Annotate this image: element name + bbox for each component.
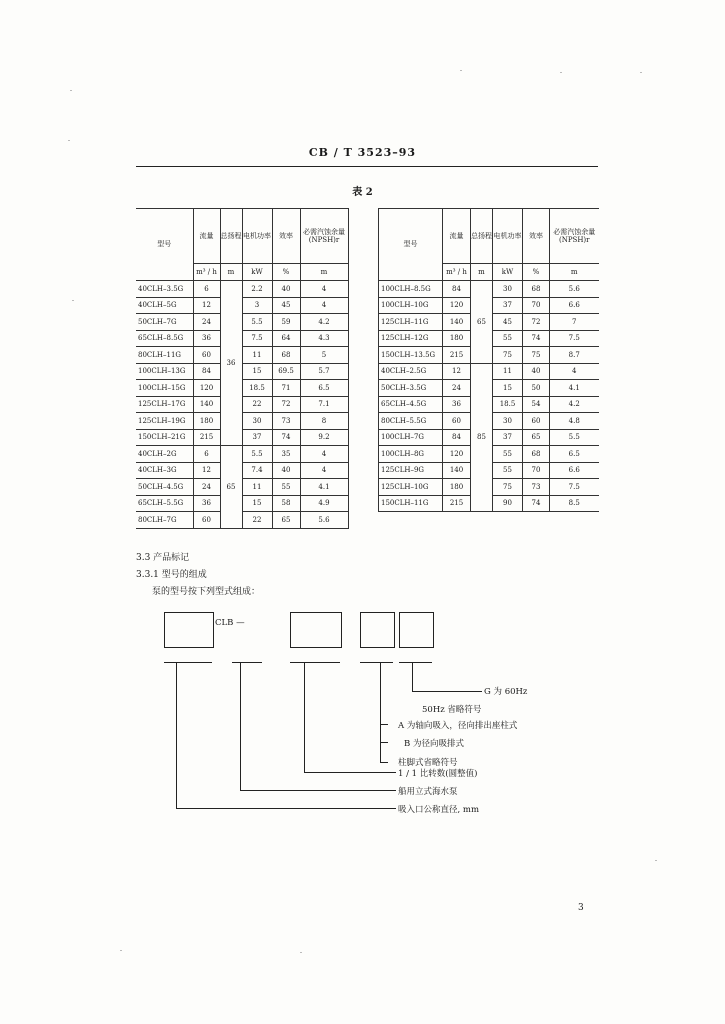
cell-head: 85 [471, 363, 493, 512]
unit-head: m [471, 264, 493, 281]
legend-frequency-60hz: G 为 60Hz [484, 687, 528, 697]
cell-efficiency: 40 [272, 281, 300, 298]
cell-power: 5.5 [242, 314, 272, 331]
unit-npsh: m [550, 264, 599, 281]
cell-npsh: 8 [300, 413, 348, 430]
cell-model: 40CLH–5G [136, 297, 193, 314]
cell-flow: 24 [193, 314, 220, 331]
legend-type-b: B 为径向吸排式 [404, 739, 464, 749]
cell-npsh: 7 [550, 314, 599, 331]
table-row [136, 297, 348, 314]
cell-power: 11 [242, 347, 272, 364]
unit-power: kW [242, 264, 272, 281]
cell-model: 50CLH–7G [136, 314, 193, 331]
cell-flow: 12 [443, 363, 471, 380]
table-row [136, 429, 348, 446]
cell-npsh: 5.6 [300, 512, 348, 529]
unit-npsh: m [300, 264, 348, 281]
cell-flow: 24 [443, 380, 471, 397]
cell-efficiency: 71 [272, 380, 300, 397]
cell-flow: 12 [193, 297, 220, 314]
cell-model: 125CLH–9G [379, 462, 443, 479]
cell-efficiency: 68 [272, 347, 300, 364]
leader-clb-h [240, 790, 396, 791]
cell-model: 125CLH–19G [136, 413, 193, 430]
cell-power: 30 [493, 413, 523, 430]
cell-power: 7.5 [242, 330, 272, 347]
cell-npsh: 4.9 [300, 495, 348, 512]
leader-frequency-h [412, 691, 482, 692]
table-body [136, 281, 348, 529]
cell-power: 7.4 [242, 462, 272, 479]
cell-efficiency: 72 [523, 314, 550, 331]
header-flow: 流量 [193, 209, 220, 264]
scan-speck [460, 70, 462, 71]
unit-flow: m³ / h [443, 264, 471, 281]
header-model: 型号 [379, 209, 443, 281]
cell-npsh: 4 [300, 462, 348, 479]
cell-model: 40CLH–3.5G [136, 281, 193, 298]
table-row [379, 363, 599, 380]
cell-npsh: 4 [300, 297, 348, 314]
clb-text: CLB [215, 618, 234, 628]
cell-efficiency: 45 [272, 297, 300, 314]
leader-type-v [380, 662, 381, 763]
cell-efficiency: 69.5 [272, 363, 300, 380]
cell-efficiency: 54 [523, 396, 550, 413]
cell-flow: 140 [193, 396, 220, 413]
cell-npsh: 8.5 [550, 495, 599, 512]
cell-efficiency: 70 [523, 462, 550, 479]
cell-flow: 180 [193, 413, 220, 430]
cell-power: 37 [493, 297, 523, 314]
header-head: 总扬程 [220, 209, 242, 264]
cell-efficiency: 74 [272, 429, 300, 446]
cell-efficiency: 73 [272, 413, 300, 430]
cell-power: 18.5 [493, 396, 523, 413]
cell-flow: 215 [443, 347, 471, 364]
cell-model: 80CLH–11G [136, 347, 193, 364]
cell-head: 65 [471, 281, 493, 364]
cell-head: 65 [220, 446, 242, 529]
leader-speed-h [304, 772, 396, 773]
cell-flow: 6 [193, 446, 220, 463]
cell-flow: 84 [193, 363, 220, 380]
cell-efficiency: 68 [523, 281, 550, 298]
cell-flow: 6 [193, 281, 220, 298]
cell-model: 100CLH–7G [379, 429, 443, 446]
scan-speck [72, 300, 74, 301]
cell-flow: 215 [443, 495, 471, 512]
cell-npsh: 4 [300, 281, 348, 298]
cell-flow: 180 [443, 330, 471, 347]
underline-frequency [399, 662, 432, 663]
cell-npsh: 4 [550, 363, 599, 380]
cell-npsh: 6.6 [550, 462, 599, 479]
cell-efficiency: 40 [523, 363, 550, 380]
cell-model: 100CLH–13G [136, 363, 193, 380]
cell-model: 40CLH–2G [136, 446, 193, 463]
leader-type-b [380, 742, 388, 743]
cell-power: 37 [493, 429, 523, 446]
legend-inlet-diameter: 吸入口公称直径, mm [398, 805, 480, 815]
leader-clb-v [240, 662, 241, 790]
scan-speck [640, 72, 642, 73]
cell-npsh: 4 [300, 446, 348, 463]
header-head: 总扬程 [471, 209, 493, 264]
header-model: 型号 [136, 209, 193, 281]
cell-efficiency: 50 [523, 380, 550, 397]
leader-diameter-v [176, 662, 177, 808]
cell-power: 15 [242, 495, 272, 512]
spec-table-right [378, 208, 599, 512]
cell-model: 125CLH–12G [379, 330, 443, 347]
frequency-box [399, 612, 434, 648]
cell-flow: 36 [193, 495, 220, 512]
scan-speck [120, 950, 122, 951]
cell-efficiency: 35 [272, 446, 300, 463]
cell-efficiency: 68 [523, 446, 550, 463]
header-flow: 流量 [443, 209, 471, 264]
cell-flow: 12 [193, 462, 220, 479]
cell-flow: 84 [443, 281, 471, 298]
cell-model: 80CLH–7G [136, 512, 193, 529]
cell-power: 37 [242, 429, 272, 446]
table-caption: 表 2 [352, 187, 373, 198]
cell-flow: 140 [443, 462, 471, 479]
header-efficiency: 效率 [272, 209, 300, 264]
cell-power: 55 [493, 330, 523, 347]
clb-label [215, 618, 245, 628]
cell-npsh: 4.8 [550, 413, 599, 430]
cell-efficiency: 64 [272, 330, 300, 347]
cell-model: 150CLH–21G [136, 429, 193, 446]
cell-model: 125CLH–17G [136, 396, 193, 413]
clb-dash: — [233, 618, 245, 628]
cell-power: 90 [493, 495, 523, 512]
cell-npsh: 4.1 [300, 479, 348, 496]
leader-type-c [380, 762, 388, 763]
leader-frequency-v [412, 662, 413, 691]
cell-power: 15 [493, 380, 523, 397]
cell-npsh: 5 [300, 347, 348, 364]
cell-power: 30 [242, 413, 272, 430]
cell-npsh: 7.5 [550, 479, 599, 496]
cell-flow: 60 [193, 347, 220, 364]
speed-ratio-box [290, 612, 342, 648]
legend-frequency-50hz: 50Hz 省略符号 [422, 705, 482, 715]
document-header: CB / T 3523–93 [308, 146, 417, 159]
cell-efficiency: 75 [523, 347, 550, 364]
header-rule [136, 166, 598, 167]
cell-npsh: 4.3 [300, 330, 348, 347]
scan-speck [655, 860, 657, 861]
cell-npsh: 6.5 [300, 380, 348, 397]
spec-table-left [136, 208, 349, 529]
cell-npsh: 6.5 [550, 446, 599, 463]
table-row [136, 462, 348, 479]
cell-efficiency: 55 [272, 479, 300, 496]
cell-power: 2.2 [242, 281, 272, 298]
table-row [136, 396, 348, 413]
page-number: 3 [578, 903, 584, 913]
cell-npsh: 6.6 [550, 297, 599, 314]
section-heading-3-3: 3.3 产品标记 [136, 553, 190, 563]
table-row [379, 281, 599, 298]
unit-head: m [220, 264, 242, 281]
cell-npsh: 5.7 [300, 363, 348, 380]
cell-model: 100CLH–8G [379, 446, 443, 463]
cell-model: 65CLH–8.5G [136, 330, 193, 347]
header-npsh: 必需汽蚀余量(NPSH)r [300, 209, 348, 264]
cell-model: 40CLH–3G [136, 462, 193, 479]
header-power: 电机功率 [242, 209, 272, 264]
cell-efficiency: 58 [272, 495, 300, 512]
leader-speed-v [304, 662, 305, 772]
cell-model: 150CLH–13.5G [379, 347, 443, 364]
cell-npsh: 5.5 [550, 429, 599, 446]
leader-type-a [380, 724, 388, 725]
table-row [136, 446, 348, 463]
cell-model: 40CLH–2.5G [379, 363, 443, 380]
cell-model: 50CLH–3.5G [379, 380, 443, 397]
cell-npsh: 8.7 [550, 347, 599, 364]
cell-power: 3 [242, 297, 272, 314]
cell-power: 75 [493, 347, 523, 364]
cell-flow: 120 [443, 297, 471, 314]
scan-speck [560, 72, 562, 73]
cell-model: 80CLH–5.5G [379, 413, 443, 430]
diameter-box [164, 612, 214, 648]
cell-power: 30 [493, 281, 523, 298]
cell-flow: 36 [193, 330, 220, 347]
cell-flow: 140 [443, 314, 471, 331]
cell-model: 100CLH–10G [379, 297, 443, 314]
table-body [379, 281, 599, 512]
unit-flow: m³ / h [193, 264, 220, 281]
cell-npsh: 7.1 [300, 396, 348, 413]
legend-type-a: A 为轴向吸入，径向排出座柱式 [398, 721, 518, 731]
cell-npsh: 4.2 [300, 314, 348, 331]
cell-flow: 215 [193, 429, 220, 446]
cell-model: 125CLH–11G [379, 314, 443, 331]
cell-efficiency: 40 [272, 462, 300, 479]
underline-speed [290, 662, 340, 663]
scan-speck [300, 952, 302, 953]
table-row [136, 512, 348, 529]
table-row [136, 314, 348, 331]
cell-model: 50CLH–4.5G [136, 479, 193, 496]
underline-diameter [164, 662, 212, 663]
cell-efficiency: 74 [523, 495, 550, 512]
table-row [136, 363, 348, 380]
header-npsh: 必需汽蚀余量(NPSH)r [550, 209, 599, 264]
cell-flow: 36 [443, 396, 471, 413]
legend-pump-type: 船用立式海水泵 [398, 787, 458, 797]
header-power: 电机功率 [493, 209, 523, 264]
cell-npsh: 5.6 [550, 281, 599, 298]
cell-power: 15 [242, 363, 272, 380]
cell-efficiency: 60 [523, 413, 550, 430]
cell-power: 11 [242, 479, 272, 496]
cell-efficiency: 74 [523, 330, 550, 347]
underline-type [360, 662, 393, 663]
legend-type-column: 柱脚式省略符号 [398, 758, 458, 768]
cell-efficiency: 59 [272, 314, 300, 331]
unit-efficiency: % [523, 264, 550, 281]
cell-flow: 24 [193, 479, 220, 496]
type-box [360, 612, 395, 648]
cell-npsh: 4.1 [550, 380, 599, 397]
cell-efficiency: 70 [523, 297, 550, 314]
cell-model: 125CLH–10G [379, 479, 443, 496]
cell-power: 5.5 [242, 446, 272, 463]
cell-efficiency: 65 [523, 429, 550, 446]
scan-speck [68, 140, 70, 141]
cell-head: 36 [220, 281, 242, 446]
cell-flow: 60 [443, 413, 471, 430]
section-intro-text: 泵的型号按下列型式组成： [152, 587, 261, 597]
cell-power: 45 [493, 314, 523, 331]
cell-model: 150CLH–11G [379, 495, 443, 512]
unit-efficiency: % [272, 264, 300, 281]
unit-power: kW [493, 264, 523, 281]
section-heading-3-3-1: 3.3.1 型号的组成 [136, 570, 207, 580]
cell-flow: 120 [443, 446, 471, 463]
cell-power: 11 [493, 363, 523, 380]
cell-flow: 180 [443, 479, 471, 496]
cell-efficiency: 65 [272, 512, 300, 529]
cell-model: 65CLH–4.5G [379, 396, 443, 413]
table-row [136, 495, 348, 512]
cell-flow: 84 [443, 429, 471, 446]
table-row [136, 479, 348, 496]
table-row [136, 413, 348, 430]
cell-efficiency: 72 [272, 396, 300, 413]
cell-model: 100CLH–8.5G [379, 281, 443, 298]
cell-npsh: 4.2 [550, 396, 599, 413]
legend-speed-ratio: 1 / 1 比转数(圆整值) [398, 769, 478, 779]
cell-model: 100CLH–15G [136, 380, 193, 397]
cell-efficiency: 73 [523, 479, 550, 496]
leader-diameter-h [176, 808, 396, 809]
table-row [136, 330, 348, 347]
cell-flow: 120 [193, 380, 220, 397]
scan-speck [70, 90, 72, 91]
cell-power: 18.5 [242, 380, 272, 397]
underline-clb [232, 662, 262, 663]
cell-power: 55 [493, 446, 523, 463]
cell-power: 75 [493, 479, 523, 496]
header-efficiency: 效率 [523, 209, 550, 264]
cell-flow: 60 [193, 512, 220, 529]
cell-power: 22 [242, 512, 272, 529]
cell-npsh: 9.2 [300, 429, 348, 446]
cell-power: 55 [493, 462, 523, 479]
table-row [136, 281, 348, 298]
cell-npsh: 7.5 [550, 330, 599, 347]
cell-power: 22 [242, 396, 272, 413]
table-row [136, 380, 348, 397]
cell-model: 65CLH–5.5G [136, 495, 193, 512]
table-row [136, 347, 348, 364]
